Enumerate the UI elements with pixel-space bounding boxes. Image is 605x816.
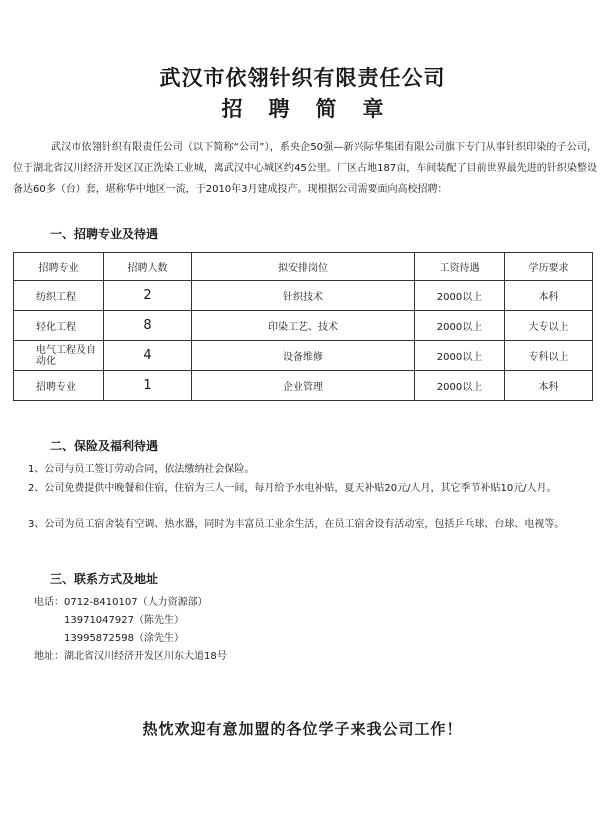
benefit-item: 3、公司为员工宿舍装有空调、热水器，同时为丰富员工业余生活，在员工宿舍设有活动室，包括乒乓球、台球、电视等。	[28, 519, 565, 530]
benefit-item: 2、公司免费提供中晚餐和住宿，住宿为三人一间，每月给予水电补贴，夏天补贴20元/人月，其它季节补贴10元/人月。	[28, 483, 557, 494]
section-heading-benefits: 二、保险及福利待遇	[50, 439, 159, 453]
major-cell: 招聘专业	[14, 371, 104, 401]
education-cell: 本科	[505, 281, 593, 311]
phone-number: 13995872598（涂先生）	[64, 633, 184, 644]
header-cell: 学历要求	[505, 253, 593, 281]
position-cell: 印染工艺、技术	[192, 311, 415, 341]
phone-number: 13971047927（陈先生）	[64, 615, 184, 626]
table-row	[14, 371, 593, 401]
table-header-row	[14, 253, 593, 281]
major-cell: 电气工程及自动化	[14, 341, 104, 371]
phone-label: 电话：	[34, 597, 64, 608]
header-cell: 招聘专业	[14, 253, 104, 281]
position-cell: 企业管理	[192, 371, 415, 401]
major-cell: 纺织工程	[14, 281, 104, 311]
salary-cell: 2000以上	[415, 371, 505, 401]
intro-paragraph: 武汉市依翎针织有限责任公司（以下简称“公司”），系央企50强—新兴际华集团有限公司旗下专门从事针织印染的子公司，位于湖北省汉川经济开发区汉正洗染工业城，离武汉中心城区约45公里。厂区占地187亩，车间装配了目前世界最先进的针织染整设备达60多（台）套，堪称华中地区一流，于2010年3月建成投产。现根据公司需要面向高校招聘：	[13, 142, 597, 195]
table-row	[14, 341, 593, 371]
header-cell: 拟安排岗位	[192, 253, 415, 281]
count-cell: 2	[104, 281, 192, 311]
education-cell: 专科以上	[505, 341, 593, 371]
company-title: 武汉市依翎针织有限责任公司	[159, 66, 446, 90]
position-cell: 针织技术	[192, 281, 415, 311]
salary-cell: 2000以上	[415, 281, 505, 311]
count-cell: 8	[104, 311, 192, 341]
salary-cell: 2000以上	[415, 311, 505, 341]
benefit-item: 1、公司与员工签订劳动合同，依法缴纳社会保险。	[28, 464, 255, 475]
phone-number: 0712-8410107（人力资源部）	[64, 597, 208, 608]
header-cell: 工资待遇	[415, 253, 505, 281]
position-cell: 设备维修	[192, 341, 415, 371]
count-cell: 1	[104, 371, 192, 401]
salary-cell: 2000以上	[415, 341, 505, 371]
recruitment-table	[13, 252, 593, 401]
address-text: 湖北省汉川经济开发区川东大道18号	[64, 651, 227, 662]
page-subtitle: 招聘简章	[221, 97, 410, 121]
table-row	[14, 311, 593, 341]
count-cell: 4	[104, 341, 192, 371]
education-cell: 本科	[505, 371, 593, 401]
major-cell: 轻化工程	[14, 311, 104, 341]
header-cell: 招聘人数	[104, 253, 192, 281]
education-cell: 大专以上	[505, 311, 593, 341]
section-heading-contact: 三、联系方式及地址	[50, 572, 159, 586]
section-heading-recruitment: 一、招聘专业及待遇	[50, 227, 159, 241]
address-label: 地址：	[34, 651, 64, 662]
closing-message: 热忱欢迎有意加盟的各位学子来我公司工作！	[142, 720, 463, 738]
table-row	[14, 281, 593, 311]
